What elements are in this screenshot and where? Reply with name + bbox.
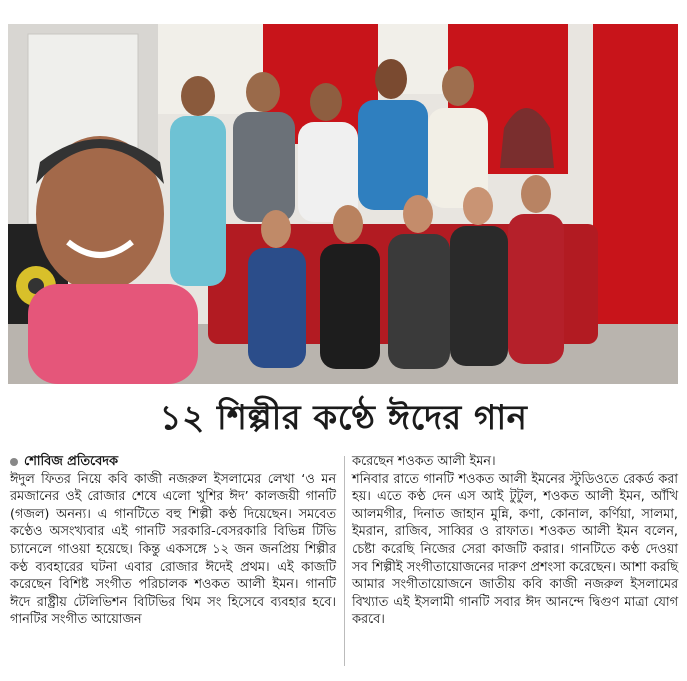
group-photo <box>8 24 678 384</box>
bullet-icon <box>10 458 18 466</box>
byline <box>10 453 336 471</box>
byline-text: শোবিজ প্রতিবেদক <box>24 454 118 469</box>
column-divider <box>344 456 345 666</box>
article-body-left: ঈদুল ফিতর নিয়ে কবি কাজী নজরুল ইসলামের লেখা ‘ও মন রমজানের ওই রোজার শেষে এলো খুশির ঈদ’ কালজয়ী গানটি (গজল) অনন্য। এ গানটিতে বহু শিল্পী কণ্ঠ দিয়েছেন। সমবেত কণ্ঠেও অসংখ্যবার এই গানটি সরকারি-বেসরকারি বিভিন্ন টিভি চ্যানেলে গাওয়া হয়েছে। কিন্তু একসঙ্গে ১২ জন জনপ্রিয় শিল্পীর কণ্ঠ ব্যবহারের ঘটনা এবার রোজার ঈদেই প্রথম। এই কাজটি করেছেন বিশিষ্ট সংগীত পরিচালক শওকত আলী ইমন। গানটি ঈদে রাষ্ট্রীয় টেলিভিশন বিটিভির থিম সং হিসেবে ব্যবহার হবে। গানটির সংগীত আয়োজন <box>10 471 336 628</box>
headline: ১২ শিল্পীর কণ্ঠে ঈদের গান <box>159 398 528 438</box>
article-column-left <box>10 453 336 629</box>
article-body-right-lead: করেছেন শওকত আলী ইমন। <box>352 454 496 469</box>
group-photo-illustration <box>8 24 678 384</box>
article-column-right <box>352 453 678 629</box>
article-body-right: শনিবার রাতে গানটি শওকত আলী ইমনের স্টুডিওতে রেকর্ড করা হয়। এতে কণ্ঠ দেন এস আই টুটুল, শওকত আলী ইমন, আঁখি আলমগীর, দিনাত জাহান মুন্নি, কণা, কোনাল, কর্ণিয়া, সালমা, ইমরান, রাজিব, সাব্বির ও রাফাত। শওকত আলী ইমন বলেন, চেষ্টা করেছি নিজের সেরা কাজটি করার। গানটিতে কণ্ঠ দেওয়া সব শিল্পীই সংগীতায়োজনের দারুণ প্রশংসা করেছেন। আশা করছি আমার সংগীতায়োজনে জাতীয় কবি কাজী নজরুল ইসলামের বিখ্যাত এই ইসলামী গানটি সবার ঈদ আনন্দে দ্বিগুণ মাত্রা যোগ করবে। <box>352 471 678 628</box>
